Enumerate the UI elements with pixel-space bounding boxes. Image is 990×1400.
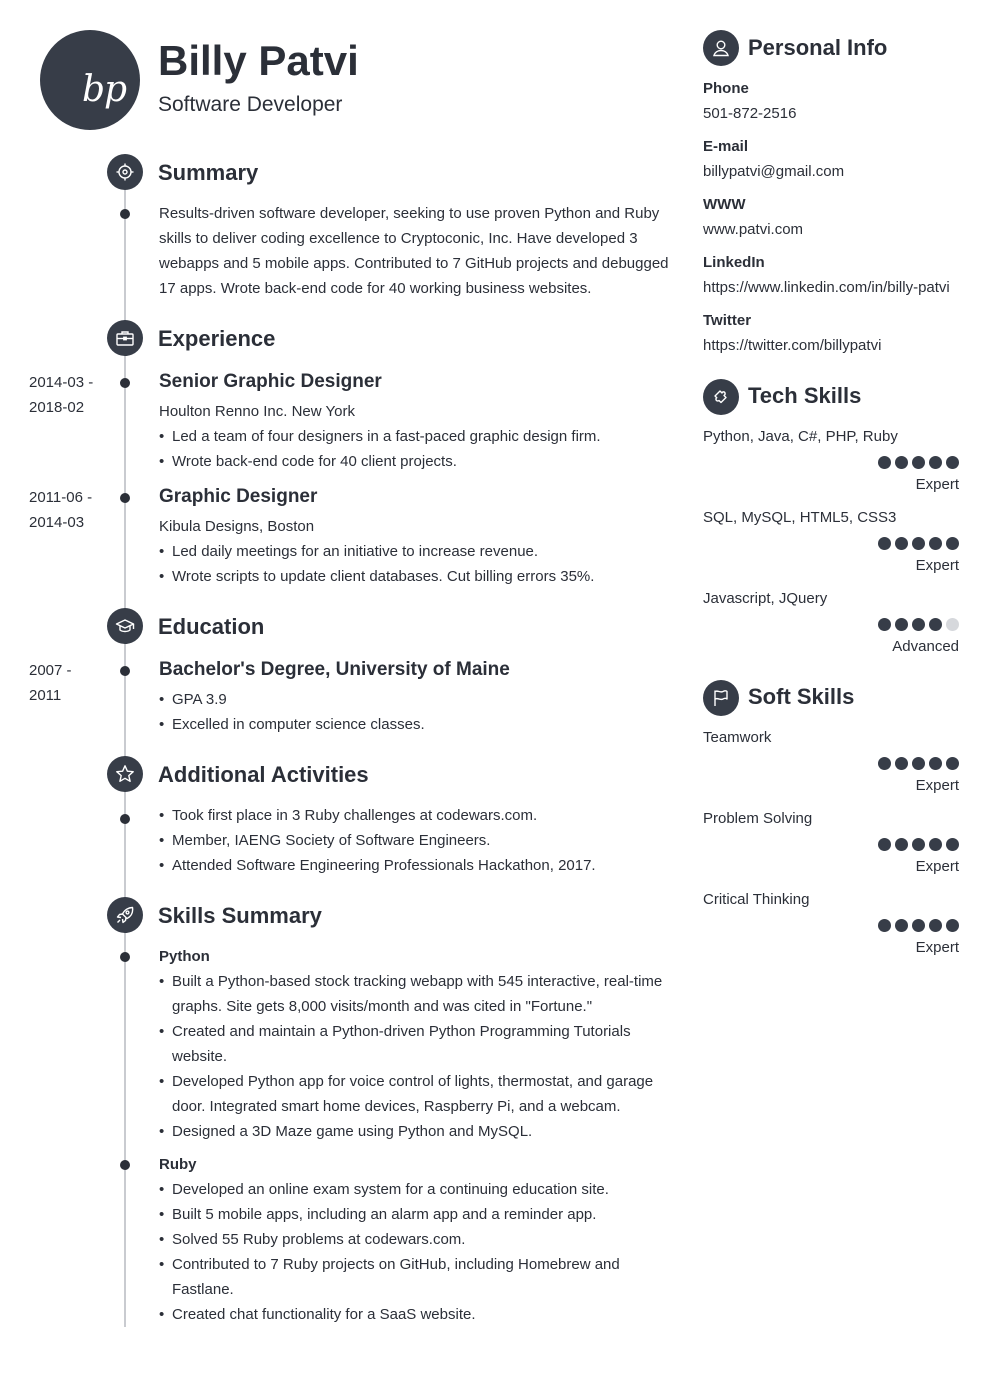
timeline-dot (120, 209, 130, 219)
linkedin-link[interactable]: https://www.linkedin.com/in/billy-patvi (703, 279, 950, 296)
list-item: • Excelled in computer science classes. (159, 712, 669, 737)
rating-dot-filled (946, 456, 959, 469)
rating-dot-filled (895, 618, 908, 631)
briefcase-icon (107, 320, 143, 356)
skill-group-name: Ruby (159, 1156, 197, 1173)
rating-dot-filled (878, 838, 891, 851)
skill-group-name: Python (159, 948, 210, 965)
rating-dot-filled (929, 838, 942, 851)
skill-name: Problem Solving (703, 810, 813, 827)
section-title-personal-info: Personal Info (748, 35, 888, 60)
education-date-start: 2007 - (29, 662, 72, 679)
rating-dot-filled (895, 757, 908, 770)
skill-name: Javascript, JQuery (703, 590, 828, 607)
skill-level: Advanced (892, 638, 959, 655)
skill-name: Teamwork (703, 729, 772, 746)
info-label: WWW (703, 196, 746, 213)
avatar (40, 30, 140, 130)
graduation-cap-icon (107, 608, 143, 644)
target-icon (107, 154, 143, 190)
summary-text: Results-driven software developer, seeking to use proven Python and Ruby skills to deliver coding excellence to Cryptoconic, Inc. Have developed 3 webapps and 5 mobile apps. Contributed to 7 GitHub projects and debugged 17 apps. Wrote back-end code for 40 working business websites. (159, 205, 669, 297)
list-item: • Developed Python app for voice control of lights, thermostat, and garage door. Integrated smart home devices, Raspberry Pi, and a webcam. (159, 1069, 669, 1119)
rating-dot-filled (929, 757, 942, 770)
skill-level: Expert (915, 939, 959, 956)
skill-rating (878, 757, 959, 770)
rating-dot-filled (946, 757, 959, 770)
list-item: • Led a team of four designers in a fast-paced graphic design firm. (159, 424, 669, 449)
rating-dot-filled (912, 456, 925, 469)
website-link[interactable]: www.patvi.com (703, 221, 804, 238)
rating-dot-filled (912, 838, 925, 851)
education-date-end: 2011 (29, 687, 62, 704)
job-bullets (159, 539, 669, 589)
skill-rating (878, 456, 959, 469)
rating-dot-filled (912, 919, 925, 932)
timeline-dot (120, 493, 130, 503)
skill-level: Expert (915, 557, 959, 574)
skill-group-bullets (159, 969, 669, 1144)
list-item: • Took first place in 3 Ruby challenges at codewars.com. (159, 803, 669, 828)
skill-rating (878, 537, 959, 550)
skill-rating (878, 618, 959, 631)
job-position: Graphic Designer (159, 486, 318, 507)
list-item: • GPA 3.9 (159, 687, 669, 712)
list-item: • Wrote scripts to update client databases. Cut billing errors 35%. (159, 564, 669, 589)
job-employer: Kibula Designs, Boston (159, 518, 315, 535)
job-employer: Houlton Renno Inc. New York (159, 403, 355, 420)
rating-dot-filled (912, 618, 925, 631)
skill-level: Expert (915, 777, 959, 794)
list-item: • Attended Software Engineering Professionals Hackathon, 2017. (159, 853, 669, 878)
skill-name: SQL, MySQL, HTML5, CSS3 (703, 509, 897, 526)
rating-dot-filled (878, 618, 891, 631)
rating-dot-filled (929, 537, 942, 550)
rating-dot-filled (895, 456, 908, 469)
education-bullets (159, 687, 669, 737)
rating-dot-filled (895, 537, 908, 550)
list-item: • Created and maintain a Python-driven Python Programming Tutorials website. (159, 1019, 669, 1069)
person-icon (703, 30, 739, 66)
timeline-dot (120, 666, 130, 676)
rating-dot-filled (946, 838, 959, 851)
timeline-dot (120, 1160, 130, 1170)
job-bullets (159, 424, 669, 474)
rating-dot-empty (946, 618, 959, 631)
candidate-name: Billy Patvi (158, 37, 359, 84)
rating-dot-filled (895, 838, 908, 851)
skill-name: Python, Java, C#, PHP, Ruby (703, 428, 898, 445)
rocket-icon (107, 897, 143, 933)
list-item: • Solved 55 Ruby problems at codewars.com. (159, 1227, 669, 1252)
activities-bullets (159, 803, 669, 878)
job-date-end: 2014-03 (29, 514, 85, 531)
list-item: • Contributed to 7 Ruby projects on GitHub, including Homebrew and Fastlane. (159, 1252, 669, 1302)
rating-dot-filled (929, 456, 942, 469)
timeline-dot (120, 814, 130, 824)
info-label: Twitter (703, 312, 752, 329)
skill-group-bullets (159, 1177, 669, 1327)
job-date-start: 2011-06 - (29, 489, 93, 506)
list-item: • Built a Python-based stock tracking webapp with 545 interactive, real-time graphs. Site gets 8,000 visits/month and was cited in "Fortune." (159, 969, 669, 1019)
section-title-activities: Additional Activities (158, 762, 369, 787)
info-label: E-mail (703, 138, 749, 155)
rating-dot-filled (946, 537, 959, 550)
avatar-initials: bp (82, 69, 127, 110)
list-item: • Wrote back-end code for 40 client projects. (159, 449, 669, 474)
section-title-summary: Summary (158, 160, 259, 185)
rating-dot-filled (878, 919, 891, 932)
rating-dot-filled (878, 456, 891, 469)
info-label: LinkedIn (703, 254, 765, 271)
rating-dot-filled (929, 919, 942, 932)
rating-dot-filled (912, 537, 925, 550)
skill-rating (878, 919, 959, 932)
timeline-dot (120, 378, 130, 388)
skill-name: Critical Thinking (703, 891, 810, 908)
phone-value[interactable]: 501-872-2516 (703, 105, 797, 122)
rating-dot-filled (878, 757, 891, 770)
list-item: • Developed an online exam system for a continuing education site. (159, 1177, 669, 1202)
section-title-experience: Experience (158, 326, 276, 351)
education-degree: Bachelor's Degree, University of Maine (159, 659, 510, 680)
list-item: • Designed a 3D Maze game using Python and MySQL. (159, 1119, 669, 1144)
list-item: • Built 5 mobile apps, including an alarm app and a reminder app. (159, 1202, 669, 1227)
job-date-end: 2018-02 (29, 399, 85, 416)
candidate-title: Software Developer (158, 93, 343, 116)
rating-dot-filled (878, 537, 891, 550)
list-item: • Member, IAENG Society of Software Engineers. (159, 828, 669, 853)
job-date-start: 2014-03 - (29, 374, 94, 391)
flag-icon (703, 680, 739, 716)
info-label: Phone (703, 80, 749, 97)
list-item: • Led daily meetings for an initiative to increase revenue. (159, 539, 669, 564)
rating-dot-filled (912, 757, 925, 770)
section-title-education: Education (158, 614, 265, 639)
rating-dot-filled (929, 618, 942, 631)
section-title-tech-skills: Tech Skills (748, 383, 862, 408)
star-icon (107, 756, 143, 792)
timeline-dot (120, 952, 130, 962)
rating-dot-filled (895, 919, 908, 932)
skill-level: Expert (915, 476, 959, 493)
section-title-soft-skills: Soft Skills (748, 684, 855, 709)
skill-rating (878, 838, 959, 851)
twitter-link[interactable]: https://twitter.com/billypatvi (703, 337, 882, 354)
rating-dot-filled (946, 919, 959, 932)
section-title-skills-summary: Skills Summary (158, 903, 322, 928)
email-link[interactable]: billypatvi@gmail.com (703, 163, 845, 180)
puzzle-icon (703, 379, 739, 415)
job-position: Senior Graphic Designer (159, 371, 382, 392)
skill-level: Expert (915, 858, 959, 875)
list-item: • Created chat functionality for a SaaS website. (159, 1302, 669, 1327)
